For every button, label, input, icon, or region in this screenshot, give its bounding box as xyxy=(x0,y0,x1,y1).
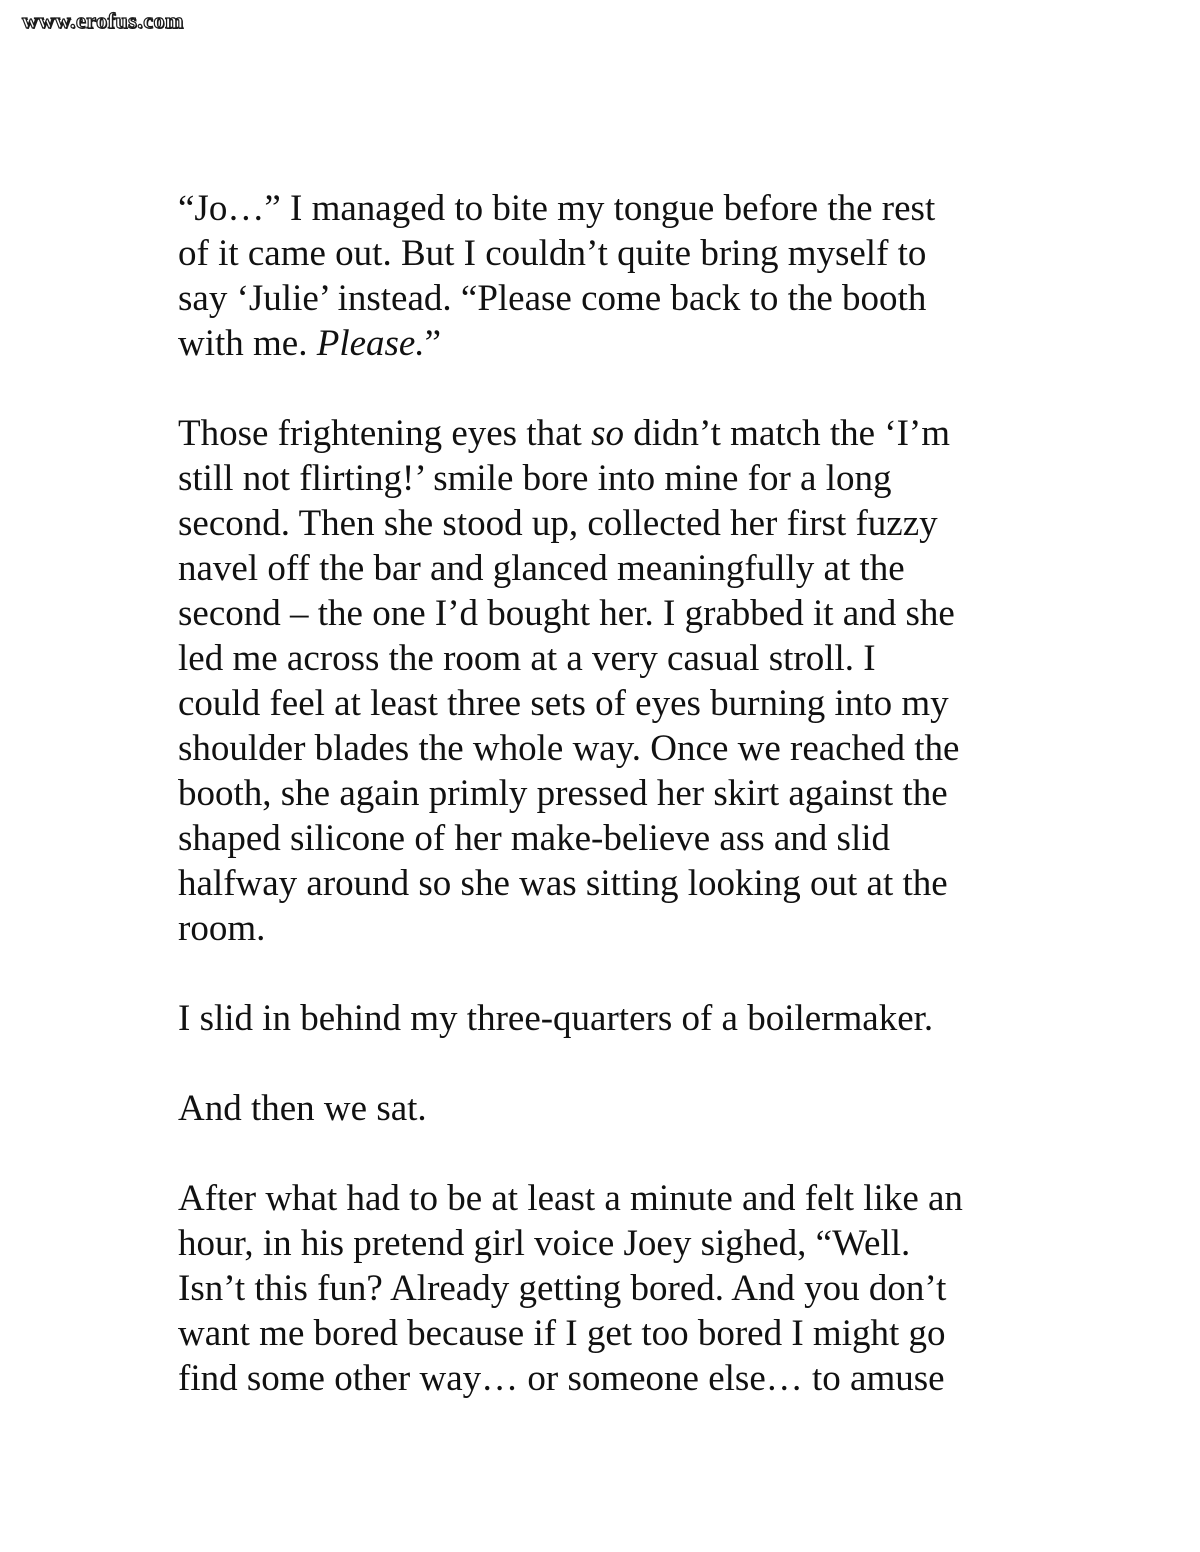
text-line xyxy=(178,321,1038,366)
text-line xyxy=(178,1221,1038,1266)
text-line xyxy=(178,1176,1038,1221)
text-line xyxy=(178,456,1038,501)
text-segment: booth, she again primly pressed her skirt against the xyxy=(178,773,948,814)
text-segment: led me across the room at a very casual stroll. I xyxy=(178,638,876,679)
text-line xyxy=(178,816,1038,861)
text-line xyxy=(178,546,1038,591)
story-paragraph xyxy=(178,1086,1038,1131)
text-segment: room. xyxy=(178,908,266,949)
text-segment: still not flirting!’ smile bore into mine for a long xyxy=(178,458,892,499)
text-line xyxy=(178,501,1038,546)
text-line xyxy=(178,1356,1038,1401)
text-segment: shoulder blades the whole way. Once we reached the xyxy=(178,728,960,769)
italic-segment: so xyxy=(591,413,624,454)
text-segment: hour, in his pretend girl voice Joey sighed, “Well. xyxy=(178,1223,911,1264)
story-paragraph xyxy=(178,411,1038,951)
text-line xyxy=(178,906,1038,951)
site-watermark: www.erofus.com xyxy=(22,8,184,33)
text-line xyxy=(178,1311,1038,1356)
text-line xyxy=(178,1266,1038,1311)
text-line xyxy=(178,726,1038,771)
text-segment: want me bored because if I get too bored I might go xyxy=(178,1313,946,1354)
text-segment: “Jo…” I managed to bite my tongue before the rest xyxy=(178,188,936,229)
story-paragraph xyxy=(178,186,1038,366)
text-line xyxy=(178,681,1038,726)
text-segment: second – the one I’d bought her. I grabbed it and she xyxy=(178,593,955,634)
italic-segment: Please. xyxy=(316,323,425,364)
text-line xyxy=(178,231,1038,276)
text-line xyxy=(178,861,1038,906)
text-line xyxy=(178,186,1038,231)
text-line xyxy=(178,591,1038,636)
text-segment: ” xyxy=(424,323,442,364)
text-line xyxy=(178,276,1038,321)
text-line xyxy=(178,996,1038,1041)
text-segment: shaped silicone of her make-believe ass and slid xyxy=(178,818,891,859)
text-segment: say ‘Julie’ instead. “Please come back to the booth xyxy=(178,278,927,319)
text-segment: halfway around so she was sitting looking out at the xyxy=(178,863,948,904)
text-segment: And then we sat. xyxy=(178,1088,427,1129)
text-segment: didn’t match the ‘I’m xyxy=(623,413,951,454)
text-line xyxy=(178,1086,1038,1131)
text-line xyxy=(178,411,1038,456)
story-paragraph xyxy=(178,1176,1038,1401)
text-segment: After what had to be at least a minute and felt like an xyxy=(178,1178,963,1219)
text-line xyxy=(178,636,1038,681)
text-segment: with me. xyxy=(178,323,317,364)
text-segment: find some other way… or someone else… to amuse xyxy=(178,1358,945,1399)
text-line xyxy=(178,771,1038,816)
text-segment: navel off the bar and glanced meaningfully at the xyxy=(178,548,905,589)
text-segment: Isn’t this fun? Already getting bored. And you don’t xyxy=(178,1268,947,1309)
text-segment: second. Then she stood up, collected her first fuzzy xyxy=(178,503,938,544)
text-segment: I slid in behind my three-quarters of a boilermaker. xyxy=(178,998,934,1039)
text-segment: of it came out. But I couldn’t quite bring myself to xyxy=(178,233,927,274)
text-segment: could feel at least three sets of eyes burning into my xyxy=(178,683,949,724)
story-page xyxy=(178,186,1038,1446)
text-segment: Those frightening eyes that xyxy=(178,413,592,454)
story-paragraph xyxy=(178,996,1038,1041)
